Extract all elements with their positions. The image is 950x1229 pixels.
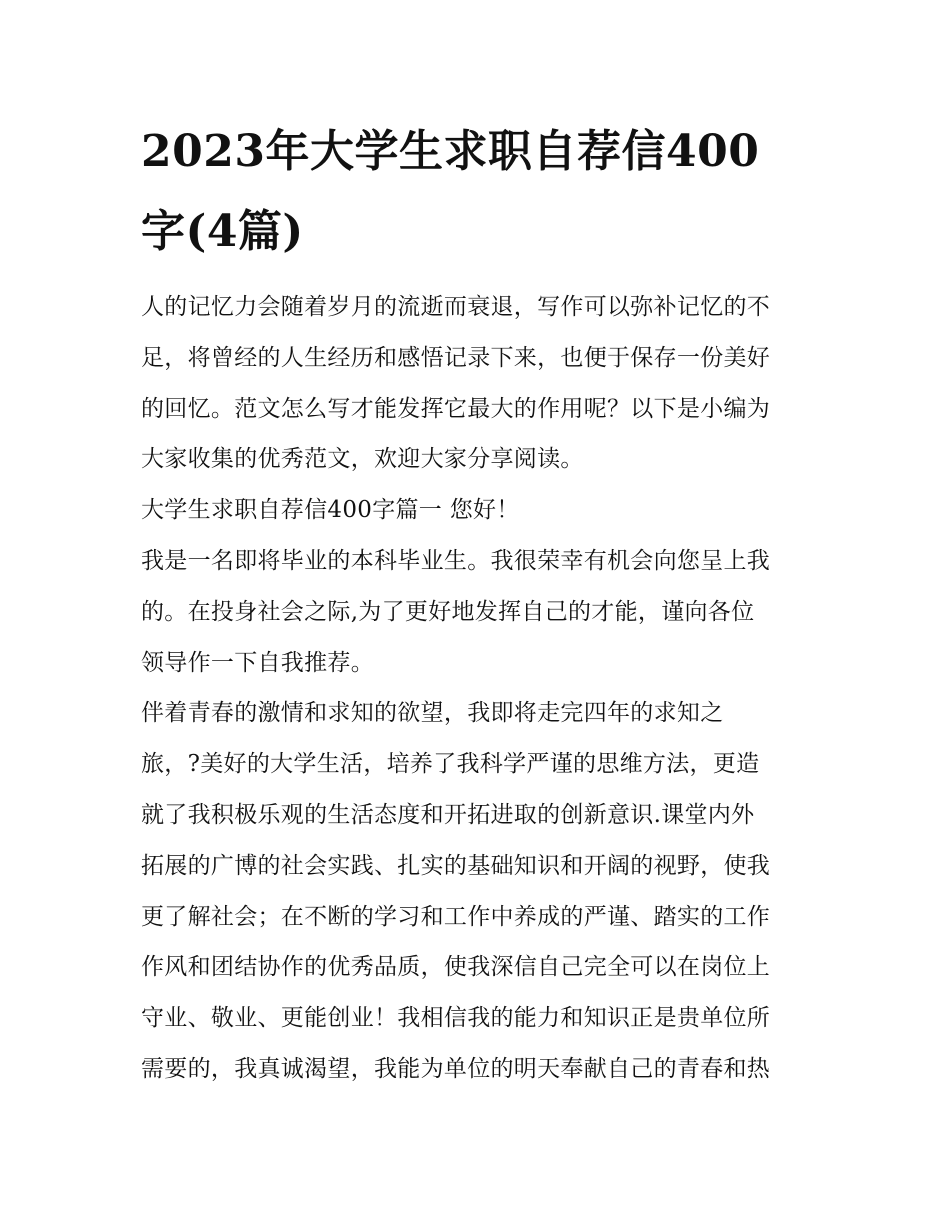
- text-line: 的。在投身社会之际,为了更好地发挥自己的才能，谨向各位: [141, 598, 755, 625]
- text-line: 作风和团结协作的优秀品质，使我深信自己完全可以在岗位上: [141, 954, 771, 981]
- text-line: 更了解社会；在不断的学习和工作中养成的严谨、踏实的工作: [141, 903, 771, 930]
- text-line: 伴着青春的激情和求知的欲望，我即将走完四年的求知之: [141, 700, 724, 727]
- text-line: 守业、敬业、更能创业！我相信我的能力和知识正是贵单位所: [141, 1005, 771, 1032]
- document-body: [141, 282, 821, 1095]
- title-line-1: 2023年大学生求职自荐信400: [141, 126, 760, 177]
- title-line-2: 字(4篇): [141, 206, 304, 257]
- text-line: 大家收集的优秀范文，欢迎大家分享阅读。: [141, 446, 584, 473]
- document-title: [141, 112, 821, 272]
- text-line: 旅，?美好的大学生活，培养了我科学严谨的思维方法，更造: [141, 751, 760, 778]
- text-line: 的回忆。范文怎么写才能发挥它最大的作用呢？以下是小编为: [141, 395, 771, 422]
- text-line: 我是一名即将毕业的本科毕业生。我很荣幸有机会向您呈上我: [141, 547, 771, 574]
- text-line: 领导作一下自我推荐。: [141, 649, 374, 676]
- text-line: 足，将曾经的人生经历和感悟记录下来，也便于保存一份美好: [141, 344, 771, 371]
- text-line: 需要的，我真诚渴望，我能为单位的明天奉献自己的青春和热: [141, 1055, 771, 1082]
- section-heading-line: 大学生求职自荐信400字篇一 您好！: [141, 497, 520, 524]
- text-line: 拓展的广博的社会实践、扎实的基础知识和开阔的视野，使我: [141, 852, 771, 879]
- text-line: 人的记忆力会随着岁月的流逝而衰退，写作可以弥补记忆的不: [141, 294, 771, 320]
- text-line: 就了我积极乐观的生活态度和开拓进取的创新意识.课堂内外: [141, 801, 755, 828]
- document-content: [141, 112, 821, 1095]
